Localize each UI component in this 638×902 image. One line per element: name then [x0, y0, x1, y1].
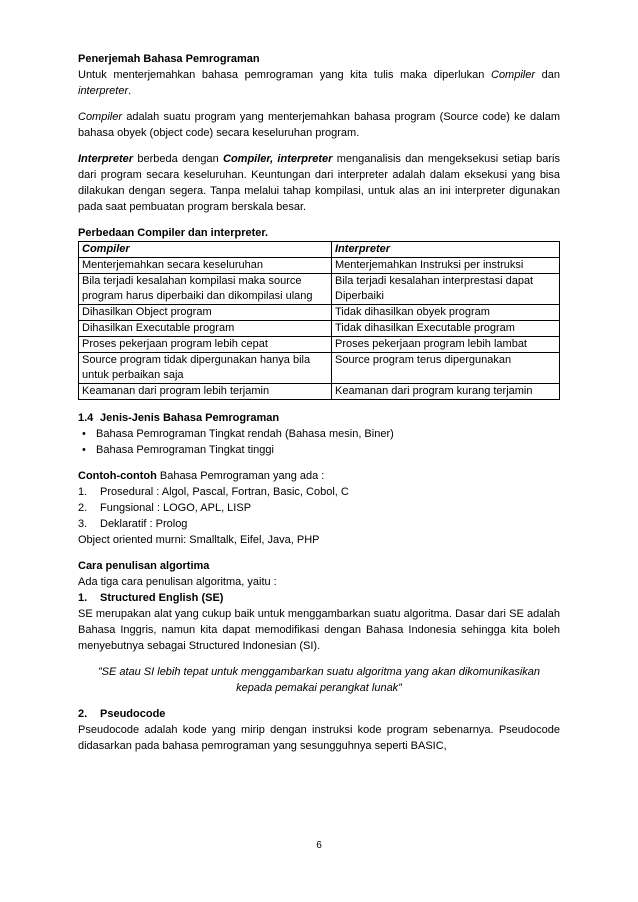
table-row [79, 337, 560, 353]
text-run: Bahasa Pemrograman yang ada : [156, 470, 325, 482]
paragraph-intro [78, 67, 560, 99]
table-row [79, 305, 560, 321]
item-text: Fungsional : LOGO, APL, LISP [100, 502, 252, 514]
item-number: 1. [78, 486, 88, 498]
list-item [78, 442, 560, 458]
table-row [79, 274, 560, 305]
table-cell: Tidak dihasilkan obyek program [332, 305, 560, 321]
text-run-bold-italic: Compiler, interpreter [223, 153, 333, 165]
section-number: 1.4 [78, 412, 94, 424]
table-cell: Source program terus dipergunakan [332, 353, 560, 384]
table-cell: Proses pekerjaan program lebih cepat [79, 337, 332, 353]
table-cell: Menterjemahkan Instruksi per instruksi [332, 258, 560, 274]
table-header-cell: Interpreter [332, 242, 560, 258]
paragraph-se: SE merupakan alat yang cukup baik untuk menggambarkan suatu algoritma. Dasar dari SE adalah Bahasa Inggris, namun kita dapat memodifikasi dengan Bahasa Indonesia sehingga kita boleh menyebutnya sebagai Structured Indonesian (SI). [78, 608, 560, 652]
table-cell: Keamanan dari program lebih terjamin [79, 384, 332, 400]
item-text: Deklaratif : Prolog [100, 518, 188, 530]
bullet-icon: • [82, 444, 86, 456]
page-number: 6 [316, 840, 322, 851]
text-run: . [128, 85, 132, 97]
numbered-item [78, 484, 560, 500]
contoh-heading [78, 468, 560, 484]
algo-intro: Ada tiga cara penulisan algoritma, yaitu : [78, 576, 277, 588]
table-cell: Menterjemahkan secara keseluruhan [79, 258, 332, 274]
text-run: berbeda dengan [133, 153, 223, 165]
table-title: Perbedaan Compiler dan interpreter. [78, 227, 269, 239]
numbered-item [78, 500, 560, 516]
section-title-algoritma: Cara penulisan algortima [78, 560, 210, 572]
table-cell: Dihasilkan Executable program [79, 321, 332, 337]
table-cell: Bila terjadi kesalahan interprestasi dapat Diperbaiki [332, 274, 560, 305]
text-run: adalah suatu program yang menterjemahkan bahasa program (Source code) ke dalam bahasa obyek (object code) secara keseluruhan program. [78, 111, 560, 139]
list-item-text: Bahasa Pemrograman Tingkat rendah (Bahasa mesin, Biner) [96, 428, 394, 440]
section-title-penerjemah: Penerjemah Bahasa Pemrograman [78, 53, 260, 65]
table-cell: Source program tidak dipergunakan hanya bila untuk perbaikan saja [79, 353, 332, 384]
item-number: 2. [78, 502, 88, 514]
table-cell: Keamanan dari program kurang terjamin [332, 384, 560, 400]
numbered-item [78, 516, 560, 532]
quote-line: kepada pemakai perangkat lunak” [236, 682, 402, 694]
table-header-cell: Compiler [79, 242, 332, 258]
table-row [79, 321, 560, 337]
subheading-pseudocode [78, 706, 560, 722]
page-content [78, 51, 560, 754]
table-row [79, 353, 560, 384]
section-heading-text: Jenis-Jenis Bahasa Pemrograman [100, 412, 280, 424]
list-item-text: Bahasa Pemrograman Tingkat tinggi [96, 444, 274, 456]
list-item [78, 426, 560, 442]
paragraph-pseudocode: Pseudocode adalah kode yang mirip dengan instruksi kode program sebenarnya. Pseudocode didasarkan pada bahasa pemrograman yang sesungguhnya seperti BASIC, [78, 724, 560, 752]
text-run: dan [535, 69, 560, 81]
text-run-bold-italic: Interpreter [78, 153, 134, 165]
text-run: Untuk menterjemahkan bahasa pemrograman yang kita tulis maka diperlukan [78, 69, 491, 81]
text-run-italic: Compiler [78, 111, 123, 123]
subheading-text: Pseudocode [100, 708, 166, 720]
bullet-list [78, 426, 560, 458]
bullet-icon: • [82, 428, 86, 440]
item-number: 1. [78, 592, 88, 604]
item-text: Prosedural : Algol, Pascal, Fortran, Basic, Cobol, C [100, 486, 349, 498]
table-row [79, 258, 560, 274]
subheading-text: Structured English (SE) [100, 592, 224, 604]
section-heading-1-4 [78, 410, 560, 426]
paragraph-interpreter [78, 151, 560, 215]
table-cell: Proses pekerjaan program lebih lambat [332, 337, 560, 353]
text-run-italic: interpreter [78, 85, 129, 97]
paragraph-compiler [78, 109, 560, 141]
table-cell: Bila terjadi kesalahan kompilasi maka source program harus diperbaiki dan dikompilasi ulang [79, 274, 332, 305]
table-row [79, 384, 560, 400]
table-header-row [79, 242, 560, 258]
text-run: menganalisis dan mengeksekusi setiap baris dari program secara keseluruhan. Keuntungan dari interpreter adalah dalam eksekusi yang bisa dilakukan dengan segera. Tanpa melalui tahap kompilasi, untuk alas an ini interpreter digunakan pada saat pembuatan program berskala besar. [78, 153, 560, 213]
text-run-italic: Compiler [491, 69, 536, 81]
item-number: 2. [78, 708, 88, 720]
object-oriented-line: Object oriented murni: Smalltalk, Eifel, Java, PHP [78, 534, 320, 546]
comparison-table [78, 241, 560, 400]
quote-line: ”SE atau SI lebih tepat untuk menggambarkan suatu algoritma yang akan dikomunikasikan [97, 666, 541, 678]
text-run-bold: Contoh-contoh [78, 470, 157, 482]
item-number: 3. [78, 518, 88, 530]
table-cell: Dihasilkan Object program [79, 305, 332, 321]
subheading-se [78, 590, 560, 606]
table-cell: Tidak dihasilkan Executable program [332, 321, 560, 337]
